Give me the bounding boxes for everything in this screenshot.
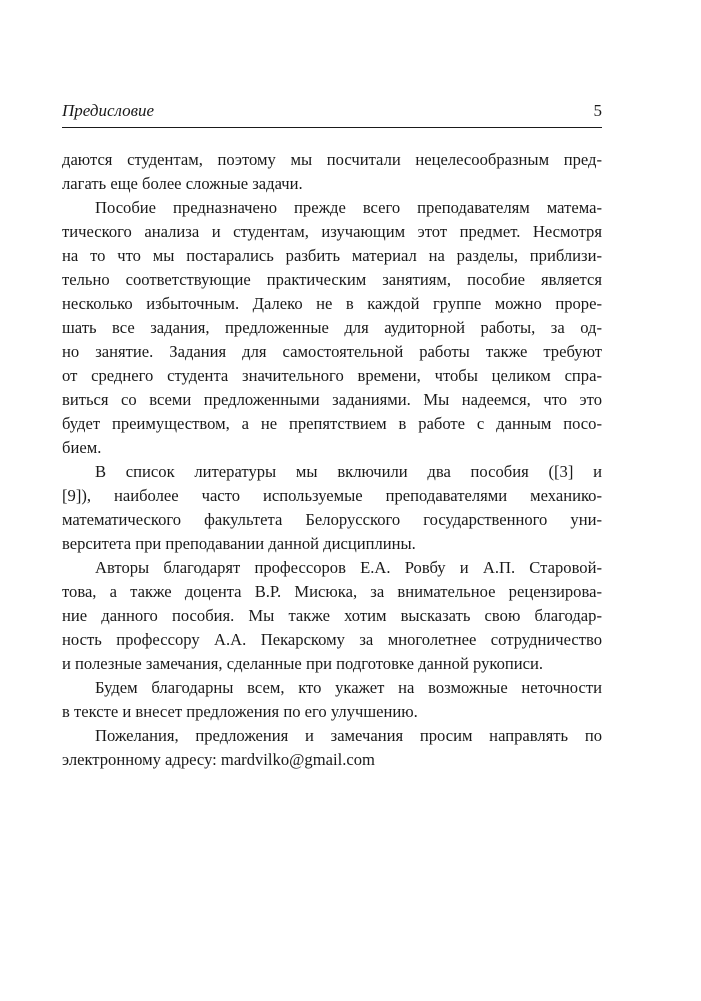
text-line: шать все задания, предложенные для аудиторной работы, за од- bbox=[62, 318, 602, 337]
text-line: Пожелания, предложения и замечания просим направлять по bbox=[95, 726, 602, 745]
text-line: Авторы благодарят профессоров Е.А. Ровбу и А.П. Старовой- bbox=[95, 558, 602, 577]
text-line: В список литературы мы включили два пособия ([3] и bbox=[95, 462, 602, 481]
text-line: тического анализа и студентам, изучающим этот предмет. Несмотря bbox=[62, 222, 602, 241]
text-line: бием. bbox=[62, 438, 102, 457]
text-line: ность профессору А.А. Пекарскому за многолетнее сотрудничество bbox=[62, 630, 602, 649]
running-head bbox=[62, 100, 602, 124]
body-text bbox=[62, 148, 602, 772]
text-line: Пособие предназначено прежде всего преподавателям матема- bbox=[95, 198, 602, 217]
text-line: несколько избыточным. Далеко не в каждой группе можно проре- bbox=[62, 294, 602, 313]
text-line: математического факультета Белорусского государственного уни- bbox=[62, 510, 602, 529]
text-line: Будем благодарны всем, кто укажет на возможные неточности bbox=[95, 678, 602, 697]
text-line: в тексте и внесет предложения по его улучшению. bbox=[62, 702, 418, 721]
text-line: виться со всеми предложенными заданиями. Мы надеемся, что это bbox=[62, 390, 602, 409]
text-line: верситета при преподавании данной дисциплины. bbox=[62, 534, 416, 553]
chapter-title: Предисловие bbox=[62, 101, 155, 120]
text-line: на то что мы постарались разбить материал на разделы, приблизи- bbox=[62, 246, 602, 265]
text-line: от среднего студента значительного времени, чтобы целиком спра- bbox=[62, 366, 602, 385]
text-line: будет преимуществом, а не препятствием в работе с данным посо- bbox=[62, 414, 602, 433]
text-line: тельно соответствующие практическим занятиям, пособие является bbox=[62, 270, 602, 289]
text-line: электронному адресу: mardvilko@gmail.com bbox=[62, 750, 375, 769]
text-line: това, а также доцента В.Р. Мисюка, за внимательное рецензирова- bbox=[62, 582, 602, 601]
page-number: 5 bbox=[593, 101, 602, 120]
header-rule bbox=[62, 127, 602, 128]
text-line: лагать еще более сложные задачи. bbox=[62, 174, 303, 193]
text-line: [9]), наиболее часто используемые преподавателями механико- bbox=[62, 486, 602, 505]
text-line: и полезные замечания, сделанные при подготовке данной рукописи. bbox=[62, 654, 544, 673]
text-line: но занятие. Задания для самостоятельной работы также требуют bbox=[62, 342, 602, 361]
text-line: даются студентам, поэтому мы посчитали нецелесообразным пред- bbox=[62, 150, 602, 169]
text-line: ние данного пособия. Мы также хотим высказать свою благодар- bbox=[62, 606, 602, 625]
